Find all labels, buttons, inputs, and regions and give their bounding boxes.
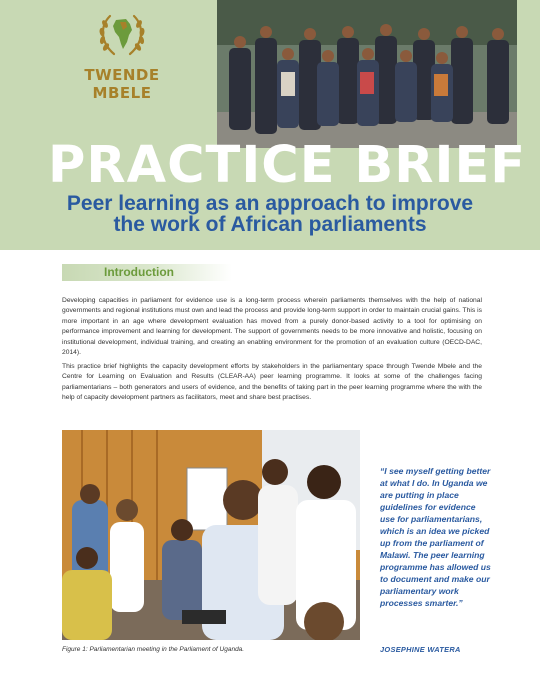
page-subtitle — [20, 193, 520, 235]
parliament-meeting-photo — [62, 430, 360, 640]
section-heading: Introduction — [104, 265, 174, 279]
quote-attribution: JOSEPHINE WATERA — [380, 645, 461, 654]
intro-paragraph-2: This practice brief highlights the capacity development efforts by stakeholders in the parliamentary space through Twende Mbele and the Centre for Learning on Evaluation and Results (CLEAR-AA) peer learning programme. It looks at some of the challenges facing parliamentarians – both generators and users of evidence, and the benefits of taking part in the peer learning programme where the with the help of capacity development partners as facilitators, meet and share best practises. — [62, 363, 482, 402]
intro-paragraph-1: Developing capacities in parliament for evidence use is a long-term process wherein parliaments themselves with the help of national governments and regional institutions must own and lead the process and provide long-term support in order to maintain crucial gains. This is more important in an age where development evaluation has moved from a purely donor-based activity to a tool for optimising on performance improvement and learning for development. The support of governments needs to be more innovative and holistic, focusing on institutional development, individual training, and creating an enabling environment for the promotion of an evaluation culture (OECD-DAC, 2014). — [62, 297, 482, 357]
subtitle-line-1: Peer learning as an approach to improve — [66, 192, 474, 215]
twende-mbele-logo — [58, 8, 186, 102]
laurel-africa-logo-icon — [96, 8, 148, 60]
brand-name: TWENDE MBELE — [84, 66, 160, 102]
subtitle-line-2: the work of African parliaments — [113, 213, 427, 236]
group-photo — [217, 0, 517, 148]
pull-quote: “I see myself getting better at what I do. In Uganda we are putting in place guidelines for evidence use for parliamentarians, which is an idea we picked up from the parliament of Malawi. The peer learning programme has allowed us to document and make our parliamentary work processes smarter.” — [380, 466, 491, 608]
figure-caption: Figure 1: Parliamentarian meeting in the Parliament of Uganda. — [62, 646, 245, 653]
page-title: PRACTICE BRIEF — [48, 136, 527, 195]
